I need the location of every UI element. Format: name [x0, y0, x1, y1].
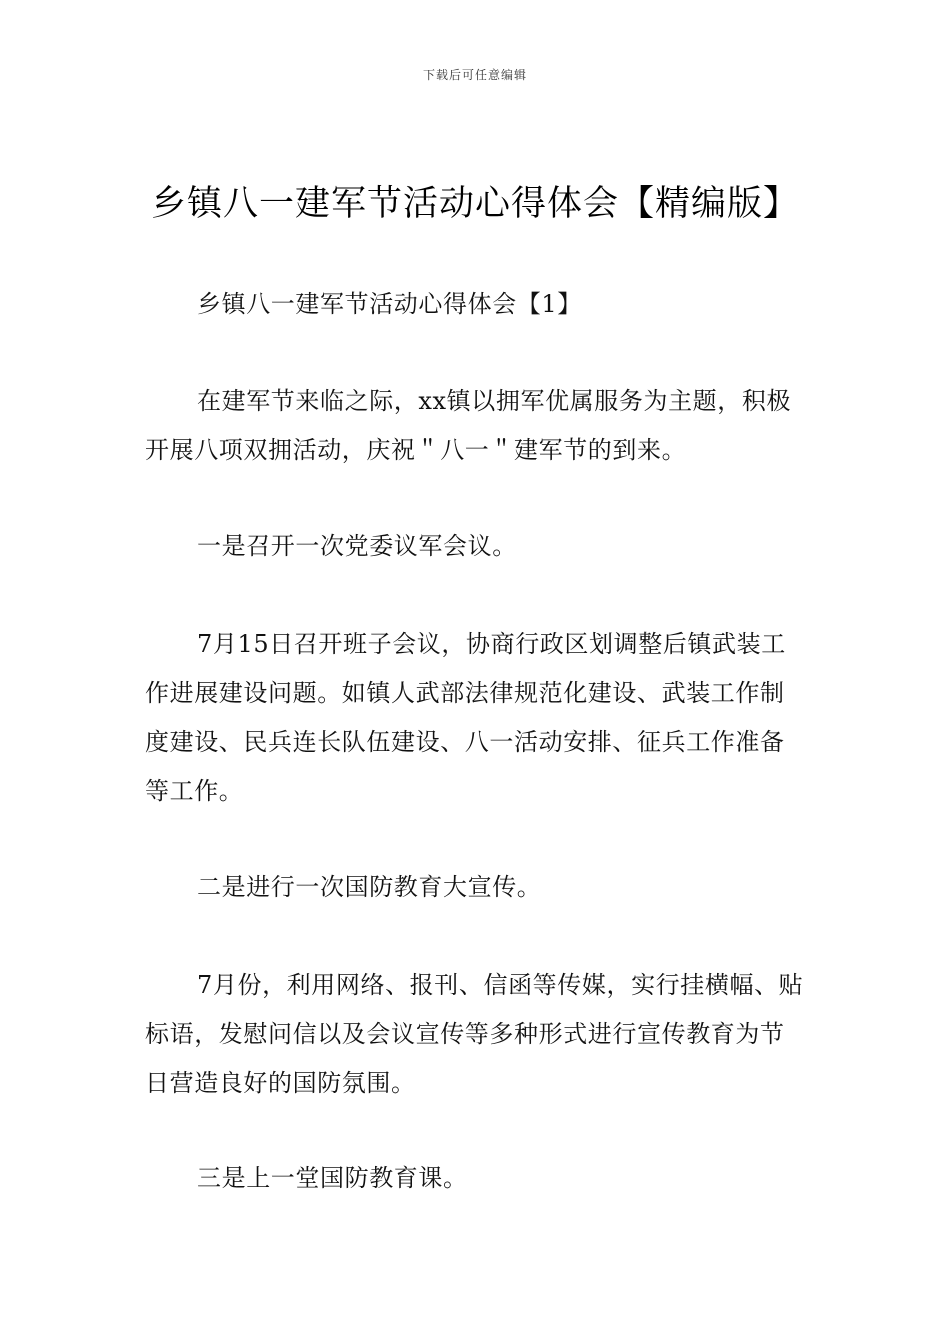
- paragraph-text: 7月15日召开班子会议，协商行政区划调整后镇武装工作进展建设问题。如镇人武部法律规范化建设、武装工作制度建设、民兵连长队伍建设、八一活动安排、征兵工作准备等工作。: [145, 630, 786, 805]
- section-subtitle: [145, 280, 807, 329]
- paragraph-item-one-detail: [145, 620, 807, 816]
- paragraph-text: 7月份，利用网络、报刊、信函等传媒，实行挂横幅、贴标语，发慰问信以及会议宣传等多种形式进行宣传教育为节日营造良好的国防氛围。: [145, 971, 804, 1097]
- paragraph-text: 在建军节来临之际，xx镇以拥军优属服务为主题，积极开展八项双拥活动，庆祝＂八一＂建军节的到来。: [145, 387, 792, 464]
- paragraph-text: 三是上一堂国防教育课。: [197, 1164, 468, 1192]
- paragraph-item-two: [145, 863, 807, 912]
- subtitle-text: 乡镇八一建军节活动心得体会【1】: [197, 290, 582, 318]
- paragraph-item-one: [145, 522, 807, 571]
- paragraph-item-two-detail: [145, 961, 807, 1108]
- header-note: 下载后可任意编辑: [422, 68, 527, 82]
- document-title: 乡镇八一建军节活动心得体会【精编版】: [150, 184, 799, 224]
- paragraph-item-three: [145, 1154, 807, 1203]
- paragraph-text: 一是召开一次党委议军会议。: [197, 532, 517, 560]
- paragraph-intro: [145, 377, 807, 475]
- paragraph-text: 二是进行一次国防教育大宣传。: [197, 873, 542, 901]
